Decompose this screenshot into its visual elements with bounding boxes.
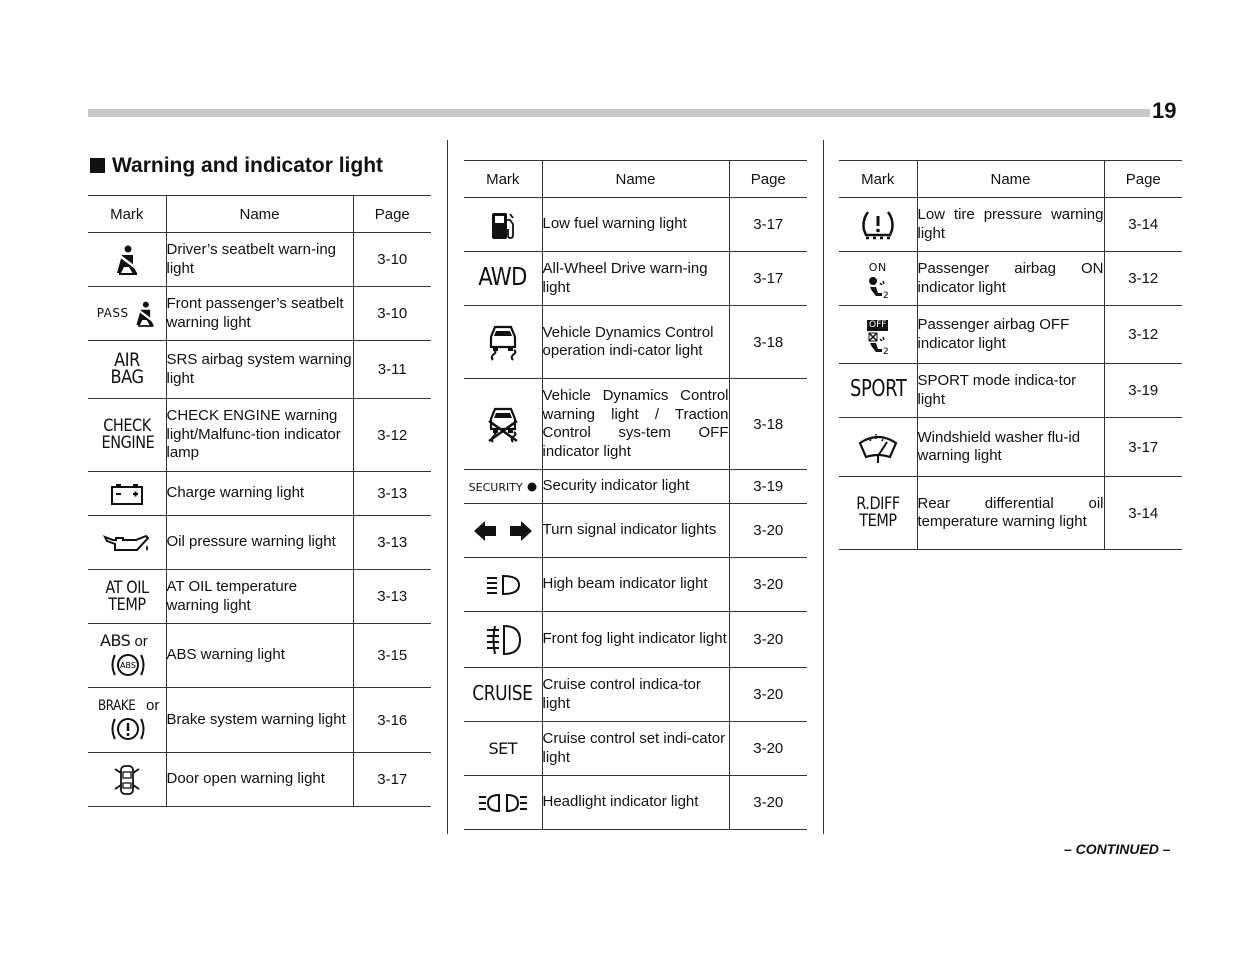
table-row xyxy=(88,516,431,570)
section-title xyxy=(90,154,383,178)
name-cell: Low tire pressure warning light xyxy=(917,198,1104,252)
table-row xyxy=(464,470,807,504)
table-row xyxy=(88,233,431,287)
name-cell: All-Wheel Drive warn-ing light xyxy=(542,252,729,306)
page-cell: 3-10 xyxy=(353,233,431,287)
name-cell: Vehicle Dynamics Control warning light / Traction Control sys-tem OFF indicator light xyxy=(542,379,729,470)
or-label: or xyxy=(146,697,160,714)
mark-cell xyxy=(839,306,917,364)
table-row xyxy=(88,287,431,341)
table-row xyxy=(839,306,1182,364)
table-row xyxy=(839,477,1182,550)
page-cell: 3-12 xyxy=(353,399,431,472)
turn-signal-icon xyxy=(472,519,534,543)
or-label: or xyxy=(134,633,148,650)
page-cell: 3-19 xyxy=(729,470,807,504)
name-cell: Charge warning light xyxy=(166,472,353,516)
table-row xyxy=(464,722,807,776)
table-row xyxy=(839,252,1182,306)
headlight-icon xyxy=(477,792,529,814)
table-row xyxy=(464,504,807,558)
table-row xyxy=(464,379,807,470)
name-cell: SRS airbag system warning light xyxy=(166,341,353,399)
name-cell: Door open warning light xyxy=(166,753,353,807)
name-cell: CHECK ENGINE warning light/Malfunc-tion indicator lamp xyxy=(166,399,353,472)
page-cell: 3-20 xyxy=(729,776,807,830)
door-open-icon xyxy=(112,763,142,797)
name-header: Name xyxy=(542,161,729,198)
name-cell: Windshield washer flu-id warning light xyxy=(917,418,1104,477)
mark-cell xyxy=(464,612,542,668)
mark-cell xyxy=(839,364,917,418)
name-cell: Passenger airbag ON indicator light xyxy=(917,252,1104,306)
table-row xyxy=(464,306,807,379)
mark-cell xyxy=(88,233,166,287)
name-cell: Rear differential oil temperature warning light xyxy=(917,477,1104,550)
mark-cell xyxy=(464,198,542,252)
on-label: ON xyxy=(868,261,887,274)
page-cell: 3-20 xyxy=(729,612,807,668)
table-row xyxy=(88,570,431,624)
mark-cell xyxy=(464,252,542,306)
table-row xyxy=(88,341,431,399)
page-cell: 3-20 xyxy=(729,722,807,776)
indicator-table-2 xyxy=(464,160,807,830)
airbag-text-icon: AIR BAG xyxy=(110,349,144,388)
page-cell: 3-13 xyxy=(353,570,431,624)
square-bullet-icon xyxy=(90,158,105,173)
page-cell: 3-11 xyxy=(353,341,431,399)
name-cell: AT OIL temperature warning light xyxy=(166,570,353,624)
table-row xyxy=(839,364,1182,418)
front-fog-icon xyxy=(484,623,522,657)
page-cell: 3-12 xyxy=(1104,306,1182,364)
tire-pressure-icon xyxy=(859,208,897,242)
mark-cell xyxy=(464,668,542,722)
mark-cell xyxy=(88,753,166,807)
table-row xyxy=(88,753,431,807)
table-row xyxy=(464,252,807,306)
name-cell: Front passenger’s seatbelt warning light xyxy=(166,287,353,341)
page-number: 19 xyxy=(1152,98,1177,123)
name-cell: SPORT mode indica-tor light xyxy=(917,364,1104,418)
mark-cell xyxy=(88,688,166,753)
name-cell: Driver’s seatbelt warn-ing light xyxy=(166,233,353,287)
name-cell: Brake system warning light xyxy=(166,688,353,753)
washer-fluid-icon xyxy=(857,429,899,465)
pass-label: PASS xyxy=(96,306,129,320)
security-label: SECURITY xyxy=(468,480,523,494)
mark-cell xyxy=(88,624,166,688)
mark-cell xyxy=(464,306,542,379)
column-divider xyxy=(447,140,448,834)
name-cell: Passenger airbag OFF indicator light xyxy=(917,306,1104,364)
mark-cell xyxy=(88,341,166,399)
security-dot-icon xyxy=(527,482,537,492)
rdiff-temp-text-icon: R.DIFF TEMP xyxy=(855,494,900,531)
mark-cell xyxy=(839,198,917,252)
name-cell: Headlight indicator light xyxy=(542,776,729,830)
page-cell: 3-12 xyxy=(1104,252,1182,306)
seat-number: 2 xyxy=(882,291,889,299)
indicator-table-1 xyxy=(88,195,431,807)
page-cell: 3-17 xyxy=(729,198,807,252)
page-cell: 3-20 xyxy=(729,668,807,722)
table-row xyxy=(464,558,807,612)
mark-cell xyxy=(88,399,166,472)
mark-header: Mark xyxy=(464,161,542,198)
brake-label: BRAKE xyxy=(98,698,136,714)
name-cell: High beam indicator light xyxy=(542,558,729,612)
brake-icon xyxy=(108,715,148,743)
name-cell: ABS warning light xyxy=(166,624,353,688)
mark-header: Mark xyxy=(88,196,166,233)
mark-cell xyxy=(464,379,542,470)
page-cell: 3-13 xyxy=(353,472,431,516)
name-cell: Front fog light indicator light xyxy=(542,612,729,668)
abs-label: ABS xyxy=(100,631,131,650)
mark-cell xyxy=(839,477,917,550)
name-cell: Cruise control set indi-cator light xyxy=(542,722,729,776)
mark-cell xyxy=(88,570,166,624)
page-cell: 3-14 xyxy=(1104,198,1182,252)
name-header: Name xyxy=(166,196,353,233)
name-cell: Oil pressure warning light xyxy=(166,516,353,570)
mark-header: Mark xyxy=(839,161,917,198)
table-row xyxy=(88,688,431,753)
table-header-row xyxy=(839,161,1182,198)
page-cell: 3-18 xyxy=(729,306,807,379)
driver-seatbelt-icon xyxy=(113,244,141,276)
mark-cell xyxy=(464,722,542,776)
table-row xyxy=(464,668,807,722)
mark-cell xyxy=(839,252,917,306)
cruise-text-icon: CRUISE xyxy=(472,681,533,705)
page-cell: 3-17 xyxy=(729,252,807,306)
seat-number: 2 xyxy=(882,347,889,355)
page-cell: 3-16 xyxy=(353,688,431,753)
name-cell: Security indicator light xyxy=(542,470,729,504)
set-text-icon: SET xyxy=(488,738,518,758)
table-row xyxy=(464,776,807,830)
off-badge: OFF xyxy=(869,320,887,330)
page-cell: 3-13 xyxy=(353,516,431,570)
mark-cell xyxy=(839,418,917,477)
mark-cell xyxy=(464,776,542,830)
oil-can-icon xyxy=(103,531,151,555)
abs-badge-text: ABS xyxy=(120,661,136,670)
mark-cell xyxy=(464,504,542,558)
page-cell: 3-19 xyxy=(1104,364,1182,418)
indicator-table-3 xyxy=(839,160,1182,550)
mark-cell xyxy=(88,472,166,516)
skid-car-icon xyxy=(486,323,520,361)
table-row xyxy=(464,612,807,668)
page-cell: 3-18 xyxy=(729,379,807,470)
mark-cell xyxy=(88,516,166,570)
mark-cell xyxy=(464,470,542,504)
name-cell: Cruise control indica-tor light xyxy=(542,668,729,722)
name-header: Name xyxy=(917,161,1104,198)
header-bar xyxy=(88,109,1150,117)
name-cell: Vehicle Dynamics Control operation indi-cator light xyxy=(542,306,729,379)
page-cell: 3-20 xyxy=(729,504,807,558)
passenger-seatbelt-icon xyxy=(133,299,157,329)
fuel-pump-icon xyxy=(488,208,518,242)
sport-text-icon: SPORT xyxy=(849,376,907,402)
name-cell: Low fuel warning light xyxy=(542,198,729,252)
passenger-airbag-off-icon xyxy=(866,331,890,355)
section-title-text: Warning and indicator light xyxy=(112,154,384,177)
page-cell: 3-15 xyxy=(353,624,431,688)
page-header: Page xyxy=(353,196,431,233)
table-header-row xyxy=(464,161,807,198)
continued-label: – CONTINUED – xyxy=(1064,841,1171,857)
page-cell: 3-17 xyxy=(1104,418,1182,477)
name-cell: Turn signal indicator lights xyxy=(542,504,729,558)
battery-icon xyxy=(110,483,144,505)
high-beam-icon xyxy=(485,573,521,597)
page-header: Page xyxy=(729,161,807,198)
page-cell: 3-20 xyxy=(729,558,807,612)
page-cell: 3-17 xyxy=(353,753,431,807)
check-engine-text-icon: CHECK ENGINE xyxy=(101,416,155,453)
skid-car-off-icon xyxy=(486,405,520,443)
page-header: Page xyxy=(1104,161,1182,198)
at-oil-temp-text-icon: AT OIL TEMP xyxy=(105,577,149,615)
page-cell: 3-10 xyxy=(353,287,431,341)
table-row xyxy=(839,418,1182,477)
page-cell: 3-14 xyxy=(1104,477,1182,550)
passenger-airbag-on-icon xyxy=(866,275,890,299)
table-row xyxy=(839,198,1182,252)
mark-cell xyxy=(464,558,542,612)
table-row xyxy=(88,399,431,472)
mark-cell xyxy=(88,287,166,341)
table-row xyxy=(464,198,807,252)
table-row xyxy=(88,472,431,516)
awd-text-icon: AWD xyxy=(478,262,527,291)
abs-icon xyxy=(108,651,148,679)
column-divider xyxy=(823,140,824,834)
table-header-row xyxy=(88,196,431,233)
table-row xyxy=(88,624,431,688)
